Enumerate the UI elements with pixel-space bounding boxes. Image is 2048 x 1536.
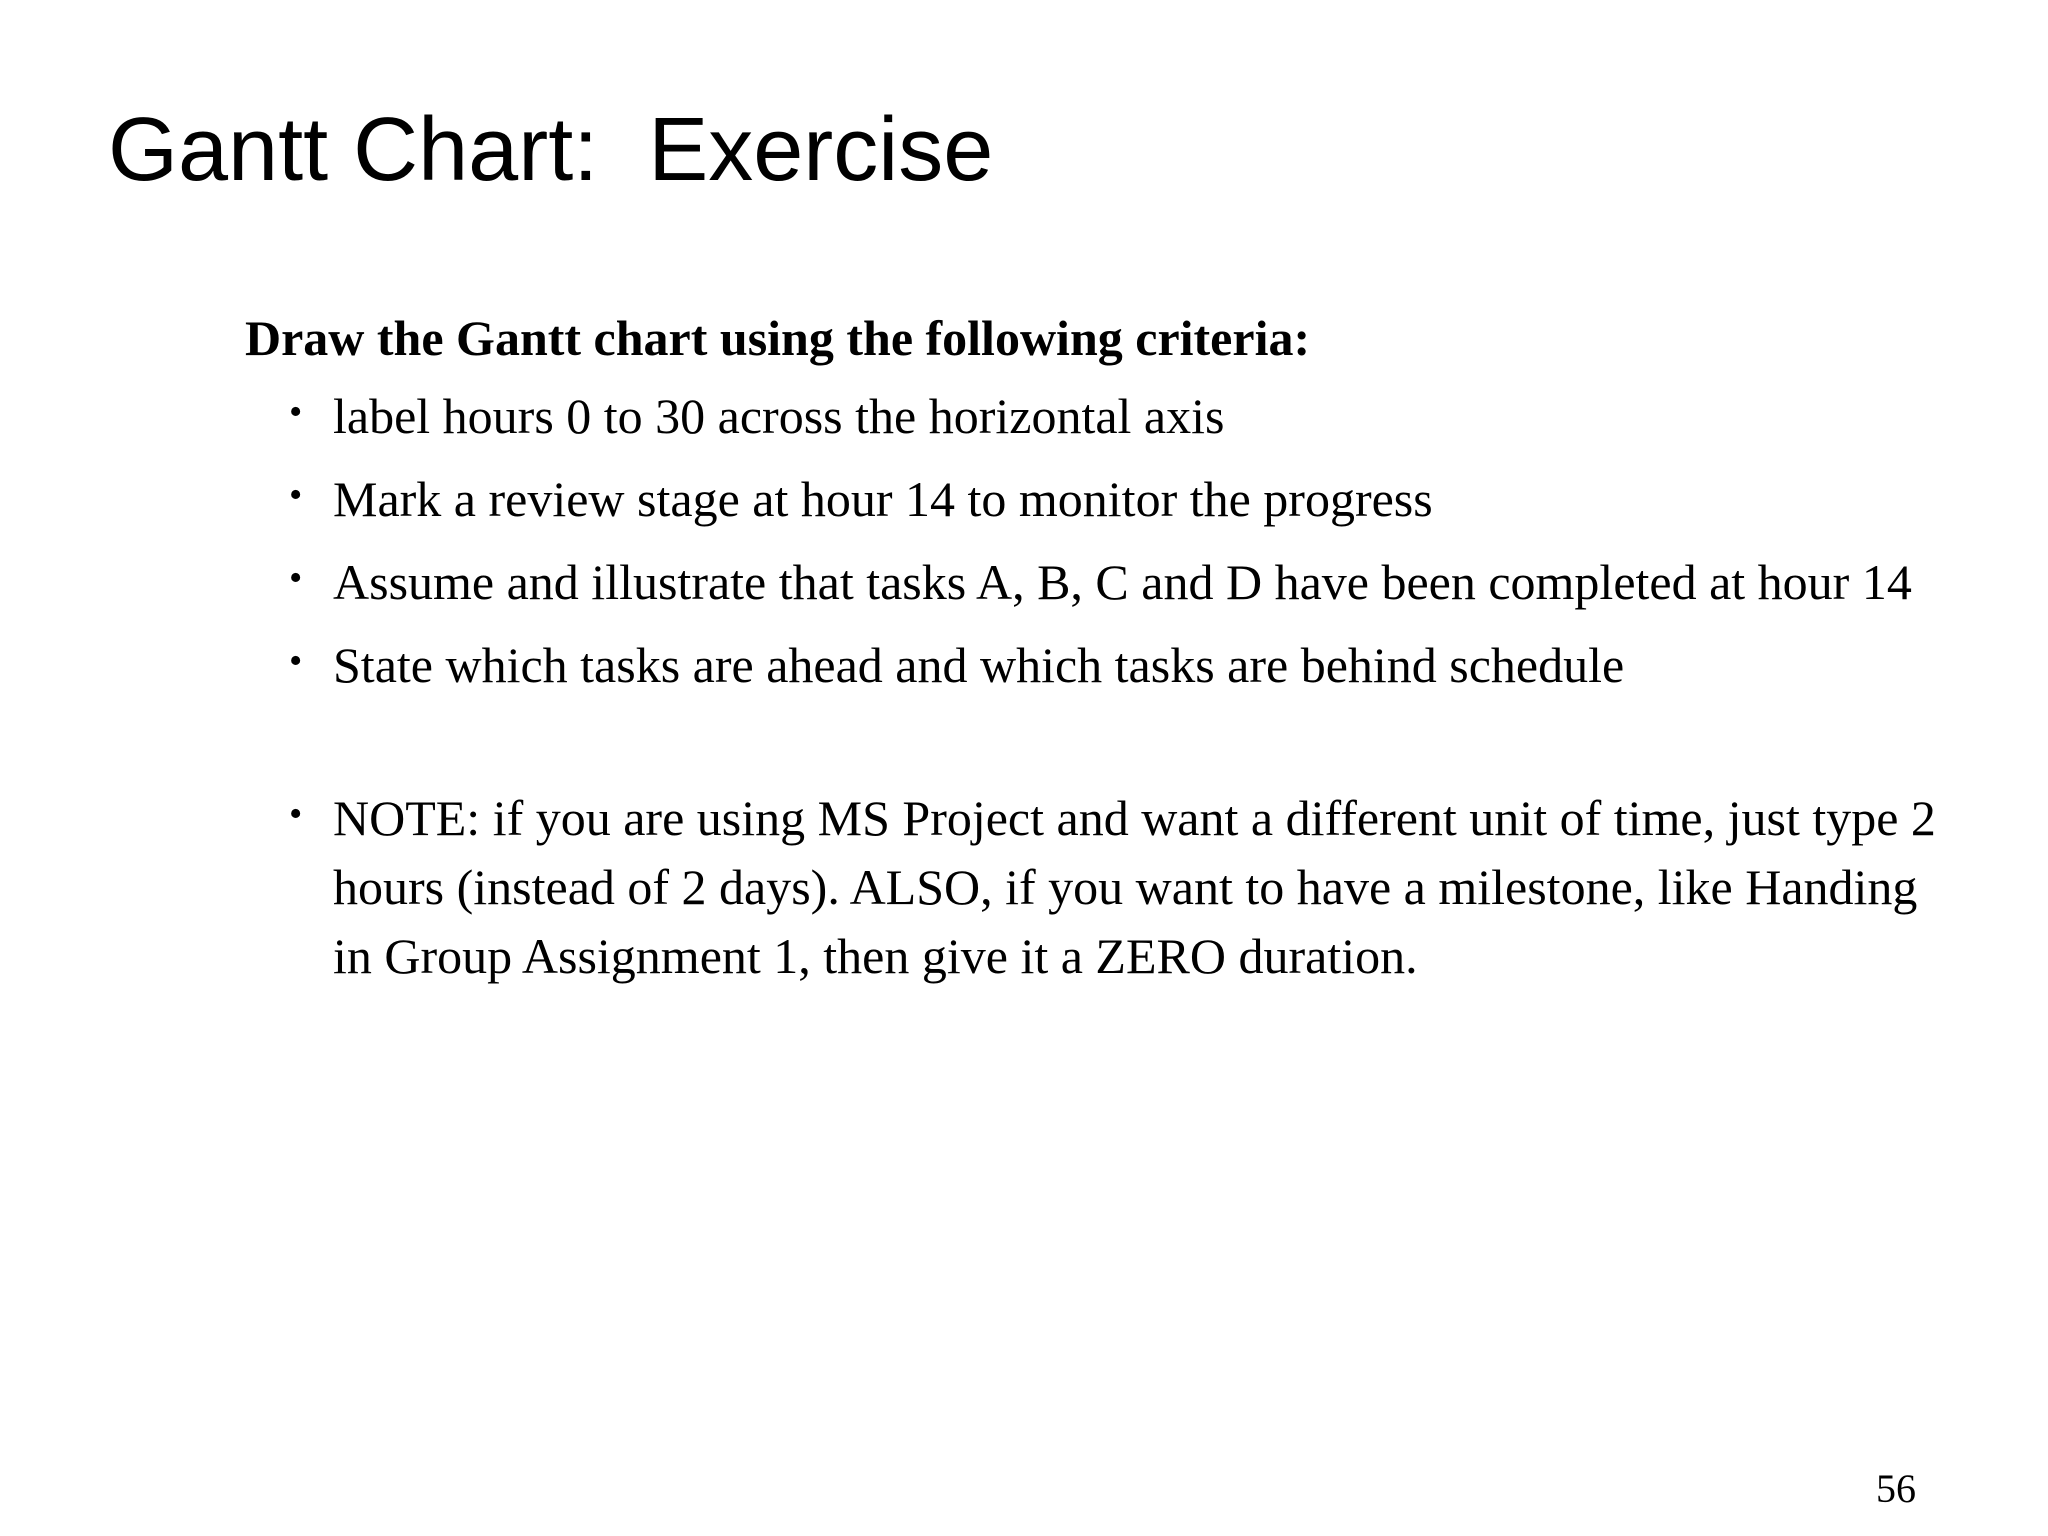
page-number: 56: [1876, 1466, 1916, 1511]
bullet-text: Assume and illustrate that tasks A, B, C and D have been completed at hour 14: [333, 553, 1912, 610]
bullet-text: State which tasks are ahead and which tasks are behind schedule: [333, 636, 1625, 693]
bullet-item: [245, 631, 1945, 700]
bullet-item: [245, 382, 1945, 451]
bullet-icon: •: [289, 792, 303, 835]
bullet-icon: •: [289, 473, 303, 516]
criteria-list: [245, 382, 1945, 991]
criteria-heading: Draw the Gantt chart using the following criteria:: [245, 310, 1311, 366]
bullet-item-note: [245, 784, 1945, 991]
bullet-icon: •: [289, 556, 303, 599]
bullet-icon: •: [289, 390, 303, 433]
bullet-item: [245, 465, 1945, 534]
bullet-text: Mark a review stage at hour 14 to monitor the progress: [333, 470, 1433, 527]
bullet-item: [245, 548, 1945, 617]
bullet-icon: •: [289, 639, 303, 682]
bullet-text: label hours 0 to 30 across the horizontal axis: [333, 387, 1225, 444]
slide-title: Gantt Chart: Exercise: [108, 100, 994, 200]
bullet-text: NOTE: if you are using MS Project and want a different unit of time, just type 2 hours (instead of 2 days). ALSO, if you want to have a milestone, like Handing in Group Assignment 1, then give it a ZERO duration.: [333, 789, 1936, 984]
slide-content: [245, 305, 1945, 1005]
